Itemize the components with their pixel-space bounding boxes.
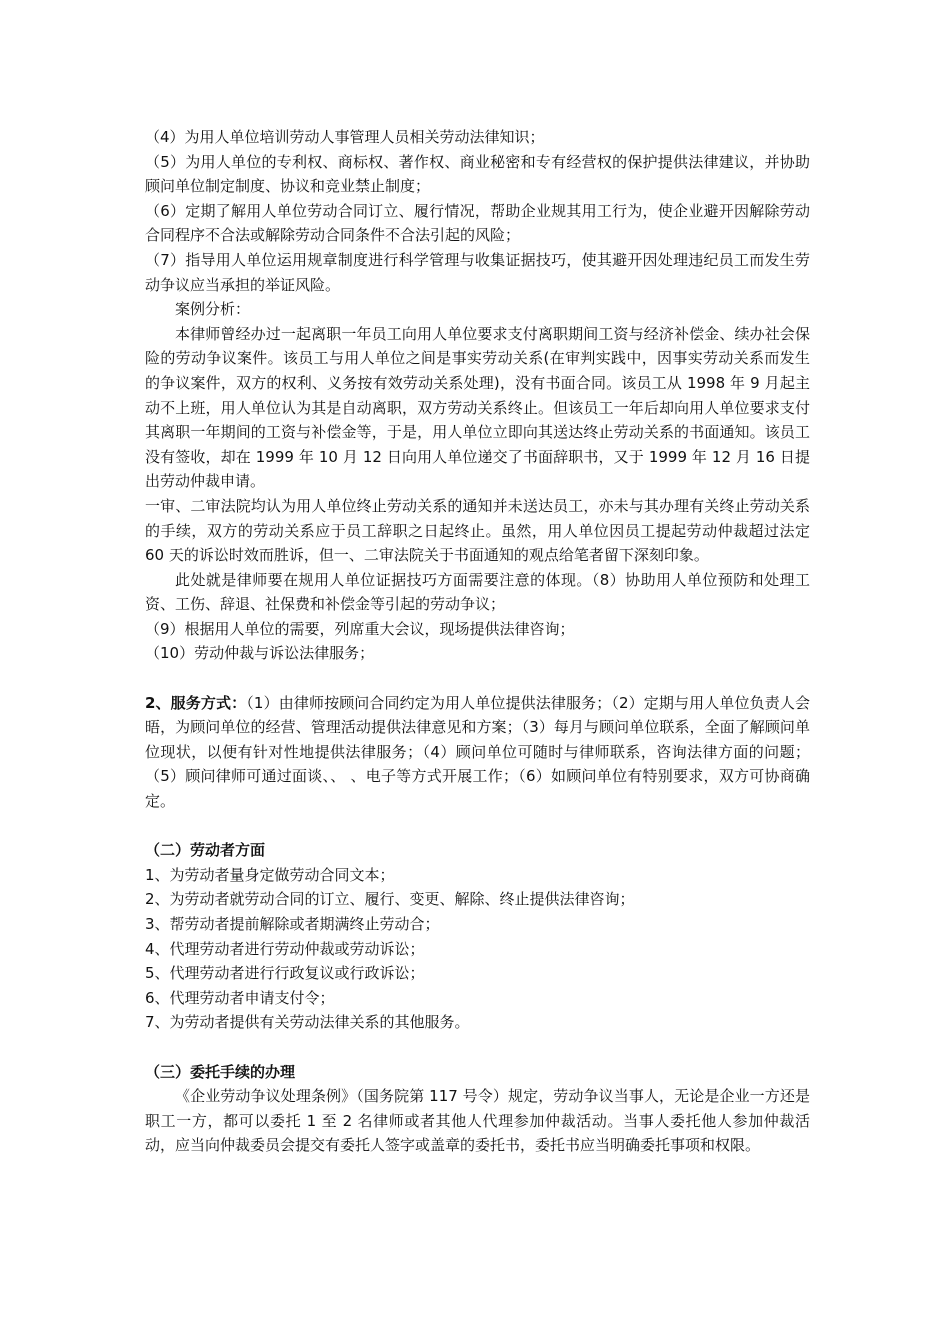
case-paragraph-2: 一审、二审法院均认为用人单位终止劳动关系的通知并未送达员工，亦未与其办理有关终止劳动关系的手续，双方的劳动关系应于员工辞职之日起终止。虽然，用人单位因员工提起劳动仲裁超过法定 60 天的诉讼时效而胜诉，但一、二审法院关于书面通知的观点给笔者留下深刻印象。 — [145, 496, 810, 565]
service-item-4: （4）为用人单位培训劳动人事管理人员相关劳动法律知识； — [145, 128, 545, 146]
service-item-5: （5）为用人单位的专利权、商标权、著作权、商业秘密和专有经营权的保护提供法律建议，并协助顾问单位制定制度、协议和竞业禁止制度； — [145, 152, 810, 196]
spacer — [145, 1035, 810, 1060]
worker-item-2: 2、为劳动者就劳动合同的订立、履行、变更、解除、终止提供法律咨询； — [145, 890, 635, 909]
case-paragraph-1: 本律师曾经办过一起离职一年员工向用人单位要求支付离职期间工资与经济补偿金、续办社会保险的劳动争议案件。该员工与用人单位之间是事实劳动关系(在审判实践中，因事实劳动关系而发生的争议案件，双方的权利、义务按有效劳动关系处理)，没有书面合同。该员工从 1998 年 9 月起主动不上班，用人单位认为其是自动离职，双方劳动关系终止。但该员工一年后却向用人单位要求支付其离职一年期间的工资与补偿金等，于是，用人单位立即向其送达终止劳动关系的书面通知。该员工没有签收，却在 1999 年 10 月 12 日向用人单位递交了书面辞职书，又于 1999 年 12 月 16 日提出劳动仲裁申请。 — [145, 324, 810, 491]
spacer — [145, 814, 810, 839]
service-method-paragraph — [145, 691, 810, 814]
worker-item-4: 4、代理劳动者进行劳动仲裁或劳动诉讼； — [145, 939, 425, 958]
case-paragraph-3: 此处就是律师要在规用人单位证据技巧方面需要注意的体现。（8）协助用人单位预防和处理工资、工伤、辞退、社保费和补偿金等引起的劳动争议； — [145, 570, 810, 614]
spacer — [145, 666, 810, 691]
service-method-text: （1）由律师按顾问合同约定为用人单位提供法律服务；（2）定期与用人单位负责人会晤，为顾问单位的经营、管理活动提供法律意见和方案；（3）每月与顾问单位联系，全面了解顾问单位现状，以便有针对性地提供法律服务；（4）顾问单位可随时与律师联系，咨询法律方面的问题；（5）顾问律师可通过面谈、、 、电子等方式开展工作；（6）如顾问单位有特别要求，双方可协商确定。 — [145, 693, 810, 811]
worker-item-3: 3、帮劳动者提前解除或者期满终止劳动合； — [145, 915, 440, 933]
service-item-7: （7）指导用人单位运用规章制度进行科学管理与收集证据技巧，使其避开因处理违纪员工而发生劳动争议应当承担的举证风险。 — [145, 250, 810, 294]
service-item-9: （9）根据用人单位的需要，列席重大会议，现场提供法律咨询； — [145, 619, 575, 638]
case-analysis-label: 案例分析： — [175, 300, 251, 319]
worker-item-6: 6、代理劳动者申请支付令； — [145, 988, 335, 1007]
worker-item-7: 7、为劳动者提供有关劳动法律关系的其他服务。 — [145, 1013, 470, 1032]
document-page — [145, 125, 810, 1158]
worker-item-5: 5、代理劳动者进行行政复议或行政诉讼； — [145, 964, 425, 983]
entrustment-paragraph: 《企业劳动争议处理条例》（国务院第 117 号令）规定，劳动争议当事人，无论是企业一方还是职工一方，都可以委托 1 至 2 名律师或者其他人代理参加仲裁活动。当事人委托他人参加仲裁活动，应当向仲裁委员会提交有委托人签字或盖章的委托书，委托书应当明确委托事项和权限。 — [145, 1087, 810, 1155]
worker-item-1: 1、为劳动者量身定做劳动合同文本； — [145, 865, 395, 884]
section-heading-entrustment: （三）委托手续的办理 — [145, 1062, 296, 1081]
service-method-label: 2、服务方式： — [145, 693, 247, 712]
section-heading-workers: （二）劳动者方面 — [145, 841, 266, 860]
service-item-10: （10）劳动仲裁与诉讼法律服务； — [145, 644, 375, 663]
service-item-6: （6）定期了解用人单位劳动合同订立、履行情况，帮助企业规其用工行为，使企业避开因解除劳动合同程序不合法或解除劳动合同条件不合法引起的风险； — [145, 201, 810, 245]
